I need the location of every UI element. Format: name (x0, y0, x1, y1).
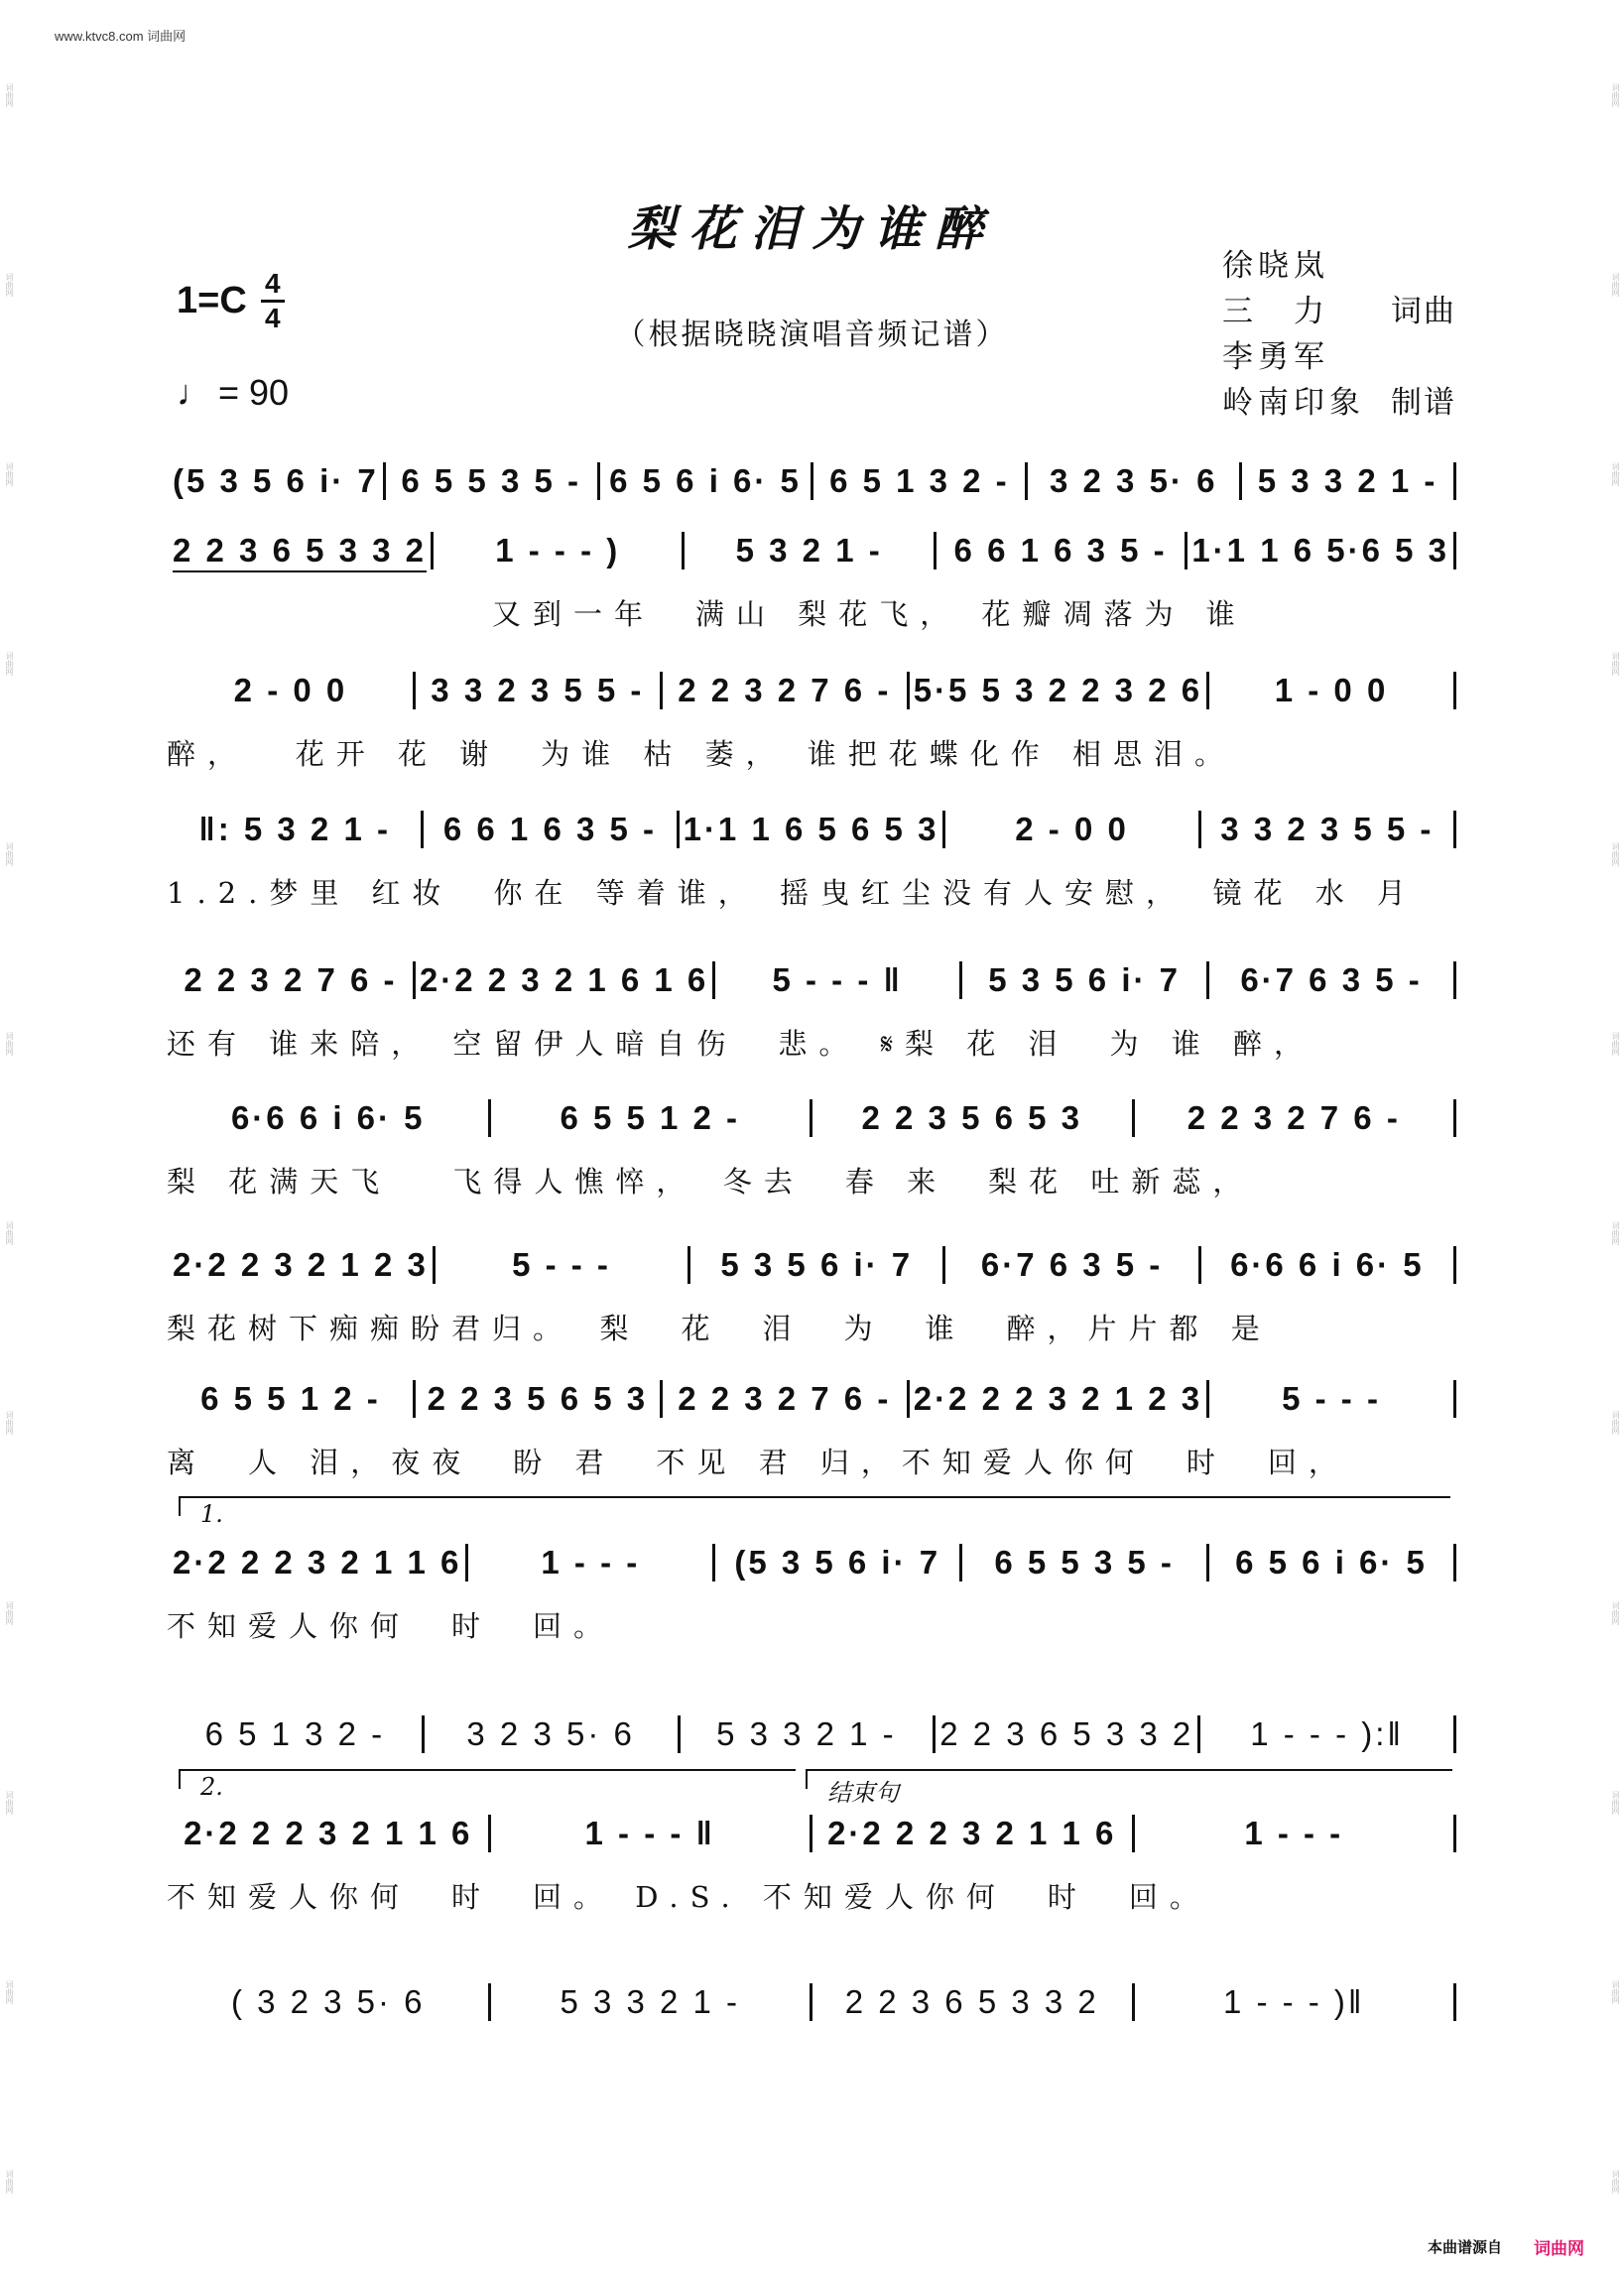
measure: 2·2 2 2 3 2 1 1 6 (812, 1815, 1135, 1852)
measure: 1 - - - ):‖ (1200, 1715, 1456, 1753)
measure: 6 5 5 1 2 - (491, 1099, 813, 1137)
measure: 3 2 3 5· 6 (425, 1715, 681, 1753)
credit-line: 岭南印象 制谱 (1222, 385, 1456, 421)
measure: 3 3 2 3 5 5 - (416, 672, 663, 709)
measure: 6 6 1 6 3 5 - (424, 811, 679, 848)
time-signature: 4 4 (261, 270, 285, 332)
measure: 1 - - - ‖ (491, 1815, 813, 1852)
lyric-line: 梨 花满天飞 飞得人憔悴， 冬去 春 来 梨花 吐新蕊， (167, 1164, 1254, 1199)
subtitle: （根据晓晓演唱音频记谱） (615, 317, 1009, 352)
lyric-line: 又到一年 满山 梨花飞， 花瓣凋落为 谁 (167, 596, 1247, 631)
second-ending-bracket: 2. (179, 1769, 796, 1789)
measure: 5·5 5 3 2 2 3 2 6 (910, 672, 1209, 709)
measure: 2·2 2 3 2 1 2 3 (169, 1246, 436, 1284)
measure: 2 - 0 0 (945, 811, 1200, 848)
notes-line (167, 1705, 1456, 1764)
measure: 2·2 2 2 3 2 1 2 3 (910, 1380, 1209, 1418)
score-row (167, 1088, 1456, 1205)
measure: 2 2 3 2 7 6 - (1135, 1099, 1457, 1137)
measure: 5 3 2 1 - (685, 532, 936, 569)
measure: 5 3 5 6 i· 7 (690, 1246, 945, 1284)
score-row (167, 1369, 1456, 1486)
measure: 1 - 0 0 (1209, 672, 1456, 709)
notes-line (167, 1235, 1456, 1295)
measure: 2 2 3 5 6 5 3 (812, 1099, 1135, 1137)
measure: 6 5 6 i 6· 5 (600, 462, 814, 500)
measure: 5 3 3 2 1 - (681, 1715, 937, 1753)
lyric-line: 醉， 花开 花 谢 为谁 枯 萎， 谁把花蝶化作 相思泪。 (167, 736, 1236, 771)
footer-brand[interactable]: 词曲网 (1534, 2239, 1584, 2259)
measure: 3 3 2 3 5 5 - (1201, 811, 1456, 848)
lyric-line: 离 人 泪，夜夜 盼 君 不见 君 归，不知爱人你何 时 回， (167, 1445, 1349, 1479)
measure: 6 5 5 3 5 - (386, 462, 600, 500)
measure: 6 6 1 6 3 5 - (937, 532, 1187, 569)
measure: 2·2 2 2 3 2 1 1 6 (169, 1815, 491, 1852)
site-url: www.ktvc8.com 词曲网 (55, 29, 187, 44)
score-row (167, 1804, 1456, 1921)
key-label: 1=C (177, 280, 247, 321)
lyric-line: 1.2.梦里 红妆 你在 等着谁， 摇曳红尘没有人安慰， 镜花 水 月 (167, 875, 1418, 910)
measure: 1·1 1 6 5·6 5 3 (1187, 532, 1456, 569)
measure: 5 3 5 6 i· 7 (962, 961, 1209, 999)
notes-line (167, 1088, 1456, 1148)
measure: 1 - - - )‖ (1135, 1983, 1457, 2021)
measure: 2·2 2 3 2 1 6 1 6 (416, 961, 715, 999)
score-row (167, 451, 1456, 511)
measure: 6·6 6 i 6· 5 (1201, 1246, 1456, 1284)
measure: 6·6 6 i 6· 5 (169, 1099, 491, 1137)
measure: 5 3 3 2 1 - (491, 1983, 813, 2021)
credit-line: 李勇军 (1222, 339, 1329, 375)
measure: 5 3 3 2 1 - (1242, 462, 1456, 500)
measure: (5 3 5 6 i· 7 (169, 462, 386, 500)
score-row (167, 1235, 1456, 1352)
measure: 6 5 5 1 2 - (169, 1380, 416, 1418)
measure: ( 3 2 3 5· 6 (169, 1983, 491, 2021)
notes-line (167, 1533, 1456, 1592)
lyric-line: 不知爱人你何 时 回。 D.S. 不知爱人你何 时 回。 (167, 1879, 1210, 1914)
measure: 6 5 5 3 5 - (962, 1544, 1209, 1581)
quarter-note-icon: ♩ (177, 372, 212, 413)
notes-line (167, 950, 1456, 1010)
ending-phrase-bracket: 结束句 (806, 1769, 1452, 1789)
page-title: 梨花泪为谁醉 (627, 201, 997, 257)
footer-source: 本曲谱源自 (1427, 2238, 1502, 2256)
measure: 6 5 1 3 2 - (169, 1715, 425, 1753)
measure: 6·7 6 3 5 - (945, 1246, 1200, 1284)
notes-line (167, 521, 1456, 580)
score-row (167, 661, 1456, 778)
notes-line (167, 661, 1456, 720)
notes-line (167, 800, 1456, 859)
score-row (167, 950, 1456, 1068)
credit-line: 三 力 词曲 (1222, 294, 1456, 329)
notes-line (167, 451, 1456, 511)
measure: 1·1 1 6 5 6 5 3 (680, 811, 946, 848)
measure: 5 - - - ‖ (715, 961, 962, 999)
measure: 2 2 3 5 6 5 3 (416, 1380, 663, 1418)
measure: ‖: 5 3 2 1 - (169, 811, 424, 848)
measure: 2·2 2 2 3 2 1 1 6 (169, 1544, 468, 1581)
notes-line (167, 1804, 1456, 1863)
right-watermark-strip: 词曲网 词曲网 词曲网 词曲网 词曲网 词曲网 词曲网 词曲网 词曲网 词曲网 词曲网 词曲网 (1611, 82, 1620, 2195)
notes-line (167, 1369, 1456, 1429)
score-row (167, 521, 1456, 638)
measure: 6·7 6 3 5 - (1209, 961, 1456, 999)
score-row (167, 1972, 1456, 2032)
lyric-line: 不知爱人你何 时 回。 (167, 1608, 615, 1643)
measure: 3 2 3 5· 6 (1028, 462, 1242, 500)
score-row (167, 800, 1456, 917)
measure: 2 2 3 2 7 6 - (169, 961, 416, 999)
measure: 1 - - - (1135, 1815, 1457, 1852)
credit-line: 徐晓岚 (1222, 248, 1329, 284)
tempo-marking (177, 372, 289, 414)
first-ending-bracket: 1. (179, 1496, 1450, 1516)
measure: 5 - - - (1209, 1380, 1456, 1418)
score-row (167, 1705, 1456, 1764)
measure: 6 5 6 i 6· 5 (1209, 1544, 1456, 1581)
measure: 2 2 3 2 7 6 - (663, 672, 910, 709)
measure: 2 2 3 6 5 3 3 2 (812, 1983, 1135, 2021)
lyric-line: 还有 谁来陪， 空留伊人暗自伤 悲。 𝄋梨 花 泪 为 谁 醉， (167, 1026, 1314, 1061)
tempo-value: = 90 (218, 372, 290, 413)
left-watermark-strip: 词曲网 词曲网 词曲网 词曲网 词曲网 词曲网 词曲网 词曲网 词曲网 词曲网 词曲网 词曲网 (5, 82, 14, 2195)
measure: 2 2 3 6 5 3 3 2 (169, 532, 434, 569)
measure: 6 5 1 3 2 - (813, 462, 1028, 500)
measure: 1 - - - (468, 1544, 715, 1581)
key-signature (177, 270, 285, 332)
lyric-line: 梨花树下痴痴盼君归。 梨 花 泪 为 谁 醉，片片都 是 (167, 1311, 1272, 1345)
notes-line (167, 1972, 1456, 2032)
score-row (167, 1533, 1456, 1650)
footer (1428, 2234, 1584, 2259)
measure: 5 - - - (436, 1246, 690, 1284)
measure: 2 2 3 6 5 3 3 2 (936, 1715, 1200, 1753)
measure: 2 2 3 2 7 6 - (663, 1380, 910, 1418)
measure: 2 - 0 0 (169, 672, 416, 709)
credits (1222, 240, 1500, 423)
measure: 1 - - - ) (434, 532, 685, 569)
measure: (5 3 5 6 i· 7 (715, 1544, 962, 1581)
